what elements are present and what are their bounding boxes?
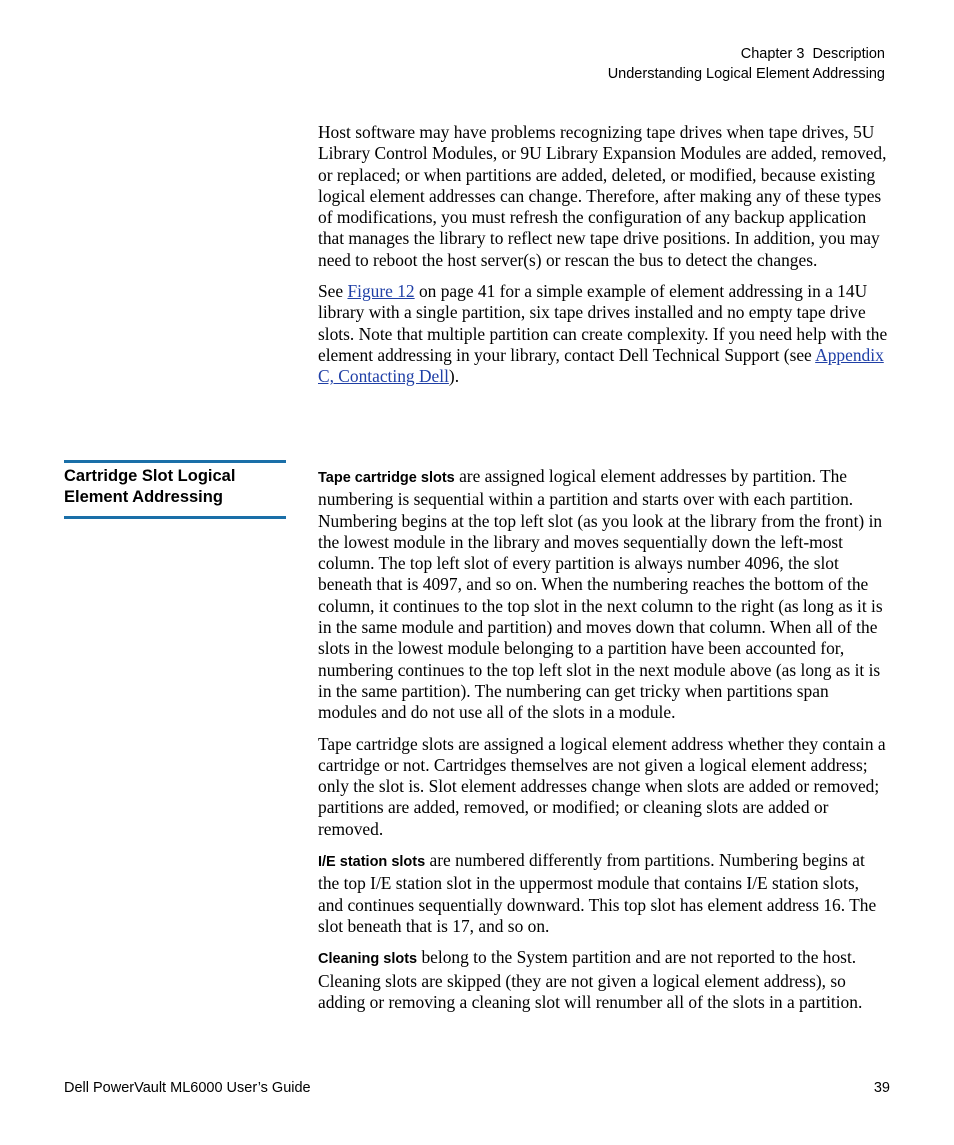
section-heading	[64, 460, 286, 519]
page-number: 39	[873, 1080, 890, 1096]
slot-address-paragraph: Tape cartridge slots are assigned a logical element address whether they contain a cartridge or not. Cartridges themselves are not given a logical element address; only the slot is. Slot element addresses change when slots are added or removed; partitions are added, removed, or modified; or cleaning slots are added or removed.	[318, 733, 886, 839]
running-header	[608, 44, 885, 84]
tape-cartridge-slots-text: are assigned logical element addresses by partition. The numbering is sequential within a partition and starts over with each partition. Numbering begins at the top left slot (as you look at the library from the front) in the lowest module in the library and moves sequentially down the left-most column. The top left slot of every partition is always number 4096, the slot beneath that is 4097, and so on. When the numbering reaches the bottom of the column, it continues to the top slot in the next column to the right (as long as it is in the same module and partition) and moves down that column. When all of the slots in the lowest module belonging to a partition have been accounted for, numbering continues to the top left slot in the next module above (as long as it is in the same partition). The numbering can get tricky when partitions span modules and do not use all of the slots in a module.	[318, 466, 883, 723]
heading-rule-bottom	[64, 516, 286, 519]
ie-station-slots-text: are numbered differently from partitions. Numbering begins at the top I/E station slot in the uppermost module that contains I/E station slots, and continues sequentially downward. This top slot has element address 16. The slot beneath that is 17, and so on.	[318, 850, 877, 936]
cleaning-slots-lead: Cleaning slots	[318, 951, 418, 968]
cleaning-slots-paragraph	[318, 947, 888, 1013]
ie-station-slots-lead: I/E station slots	[318, 854, 426, 871]
intro-p2-text-before: See	[318, 281, 348, 302]
tape-cartridge-slots-lead: Tape cartridge slots	[318, 470, 455, 486]
section-body	[318, 466, 888, 1013]
intro-paragraph-2	[318, 281, 888, 387]
header-section: Understanding Logical Element Addressing	[607, 66, 885, 82]
footer-guide-title: Dell PowerVault ML6000 User’s Guide	[64, 1080, 311, 1096]
page-footer	[64, 1080, 890, 1096]
intro-p2-text-after: ).	[448, 366, 460, 387]
appendix-c-link[interactable]: Appendix C, Contacting Dell	[318, 344, 884, 387]
section-title	[64, 463, 286, 508]
figure-12-link[interactable]: Figure 12	[347, 281, 415, 302]
header-chapter: Chapter 3 Description	[740, 46, 885, 62]
tape-cartridge-slots-paragraph	[318, 466, 888, 724]
section-title-line-1: Cartridge Slot Logical	[64, 467, 236, 485]
cleaning-slots-text: belong to the System partition and are not reported to the host. Cleaning slots are skipped (they are not given a logical element address), so adding or removing a cleaning slot will renumber all of the slots in a partition.	[318, 947, 863, 1012]
ie-station-slots-paragraph	[318, 850, 888, 937]
intro-p2-text-middle: on page 41 for a simple example of element addressing in a 14U library with a single partition, six tape drives installed and no empty tape drive slots. Note that multiple partition can create complexity. If you need help with the element addressing in your library, contact Dell Technical Support (see	[318, 281, 888, 365]
section-title-line-2: Element Addressing	[64, 488, 223, 506]
intro-paragraph-1: Host software may have problems recognizing tape drives when tape drives, 5U Library Control Modules, or 9U Library Expansion Modules are added, removed, or replaced; or when partitions are added, deleted, or modified, because existing logical element addresses can change. Therefore, after making any of these types of modifications, you must refresh the configuration of any backup application that manages the library to reflect new tape drive positions. In addition, you may need to reboot the host server(s) or rescan the bus to detect the changes.	[318, 122, 887, 270]
intro-block	[318, 122, 888, 388]
